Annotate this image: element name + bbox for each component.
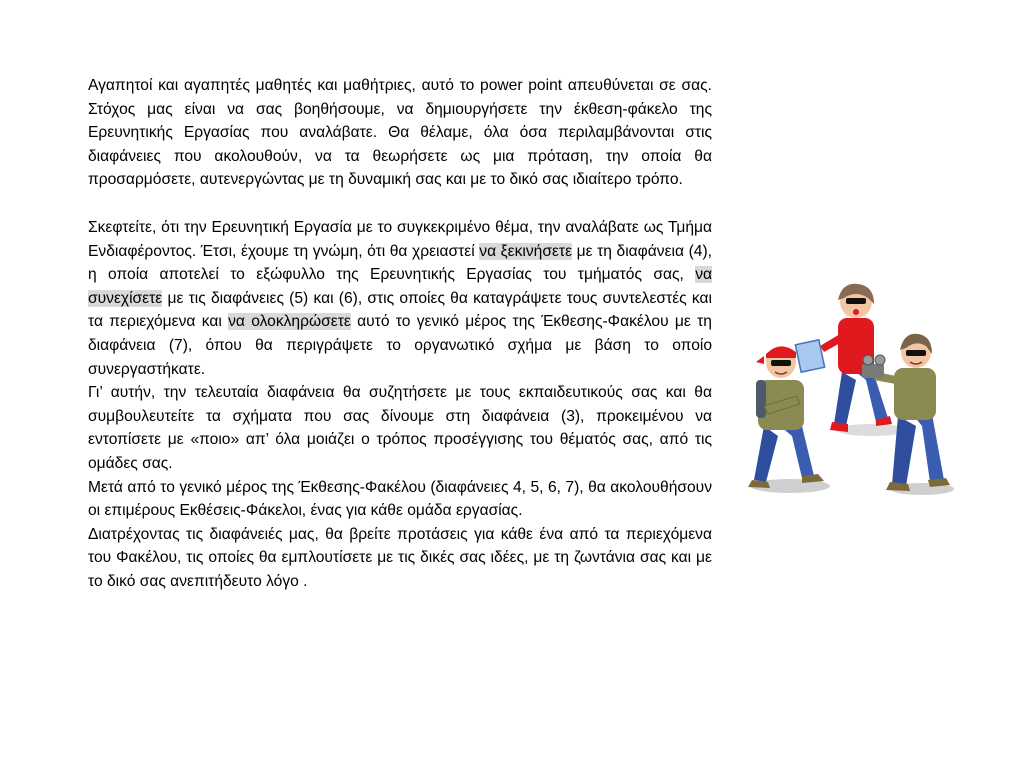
paragraph-intro: Αγαπητοί και αγαπητές μαθητές και μαθήτριες, αυτό το power point απευθύνεται σε σας. Στόχος μας είναι να σας βοηθήσουμε, να δημιουργήσετε την έκθεση-φάκελο της Ερευνητικής Εργασίας που αναλάβατε. Θα θέλαμε, όλα όσα περιλαμβάνονται στις διαφάνειες που ακολουθούν, να τα θεωρήσετε ως μια πρόταση, την οποία θα προσαρμόσετε, αυτενεργώντας με τη δυναμική σας και με το δικό σας ιδιαίτερο τρόπο.	[88, 77, 712, 189]
paragraph-suggestions: Διατρέχοντας τις διαφάνειές μας, θα βρείτε προτάσεις για κάθε ένα από τα περιεχόμενα του Φακέλου, τις οποίες θα εμπλουτίσετε με τις δικές σας ιδέες, με τη ζωντάνια σας και με το δικό σας ανεπιτήδευτο λόγο .	[88, 525, 712, 590]
paragraph-group-reports: Μετά από το γενικό μέρος της Έκθεσης-Φακέλου (διαφάνειες 4, 5, 6, 7), θα ακολουθήσουν οι επιμέρους Εκθέσεις-Φάκελοι, ένας για κάθε ομάδα εργασίας.	[88, 478, 712, 520]
highlight-continue: να συνεχίσετε	[88, 266, 712, 307]
paragraph-gap	[88, 192, 712, 216]
paragraph-steps	[88, 216, 712, 381]
paragraph-steps-text-4: αυτό το γενικό μέρος της Έκθεσης-Φακέλου με τη διαφάνεια (7), όπου θα περιγράψετε το οργανωτικό σχήμα με βάση το οποίο συνεργαστήκατε.	[88, 313, 712, 378]
highlight-complete: να ολοκληρώσετε	[228, 313, 351, 331]
paragraph-steps-text-2: με τη διαφάνεια (4), η οποία αποτελεί το εξώφυλλο της Ερευνητικής Εργασίας του τμήματός σας,	[88, 242, 712, 284]
text-block	[88, 74, 712, 593]
highlight-start: να ξεκινήσετε	[479, 242, 573, 260]
three-students-icon	[744, 276, 960, 504]
paragraph-last-slide: Γι’ αυτήν, την τελευταία διαφάνεια θα συζητήσετε με τους εκπαιδευτικούς σας και θα συμβουλευτείτε τα σχήματα που σας δίνουμε στη διαφάνεια (3), προκειμένου να εντοπίσετε με «ποιο» απ’ όλα μοιάζει ο τρόπος προσέγγισης του θέματός σας, από τις ομάδες σας.	[88, 384, 712, 472]
paragraph-steps-text-3: με τις διαφάνειες (5) και (6), στις οποίες θα καταγράψετε τους συντελεστές και τα περιεχόμενα και	[88, 289, 712, 331]
paragraph-steps-text-1: Σκεφτείτε, ότι την Ερευνητική Εργασία με το συγκεκριμένο θέμα, την αναλάβατε ως Τμήμα Ενδιαφέροντος. Έτσι, έχουμε τη γνώμη, ότι θα χρειαστεί	[88, 218, 712, 260]
